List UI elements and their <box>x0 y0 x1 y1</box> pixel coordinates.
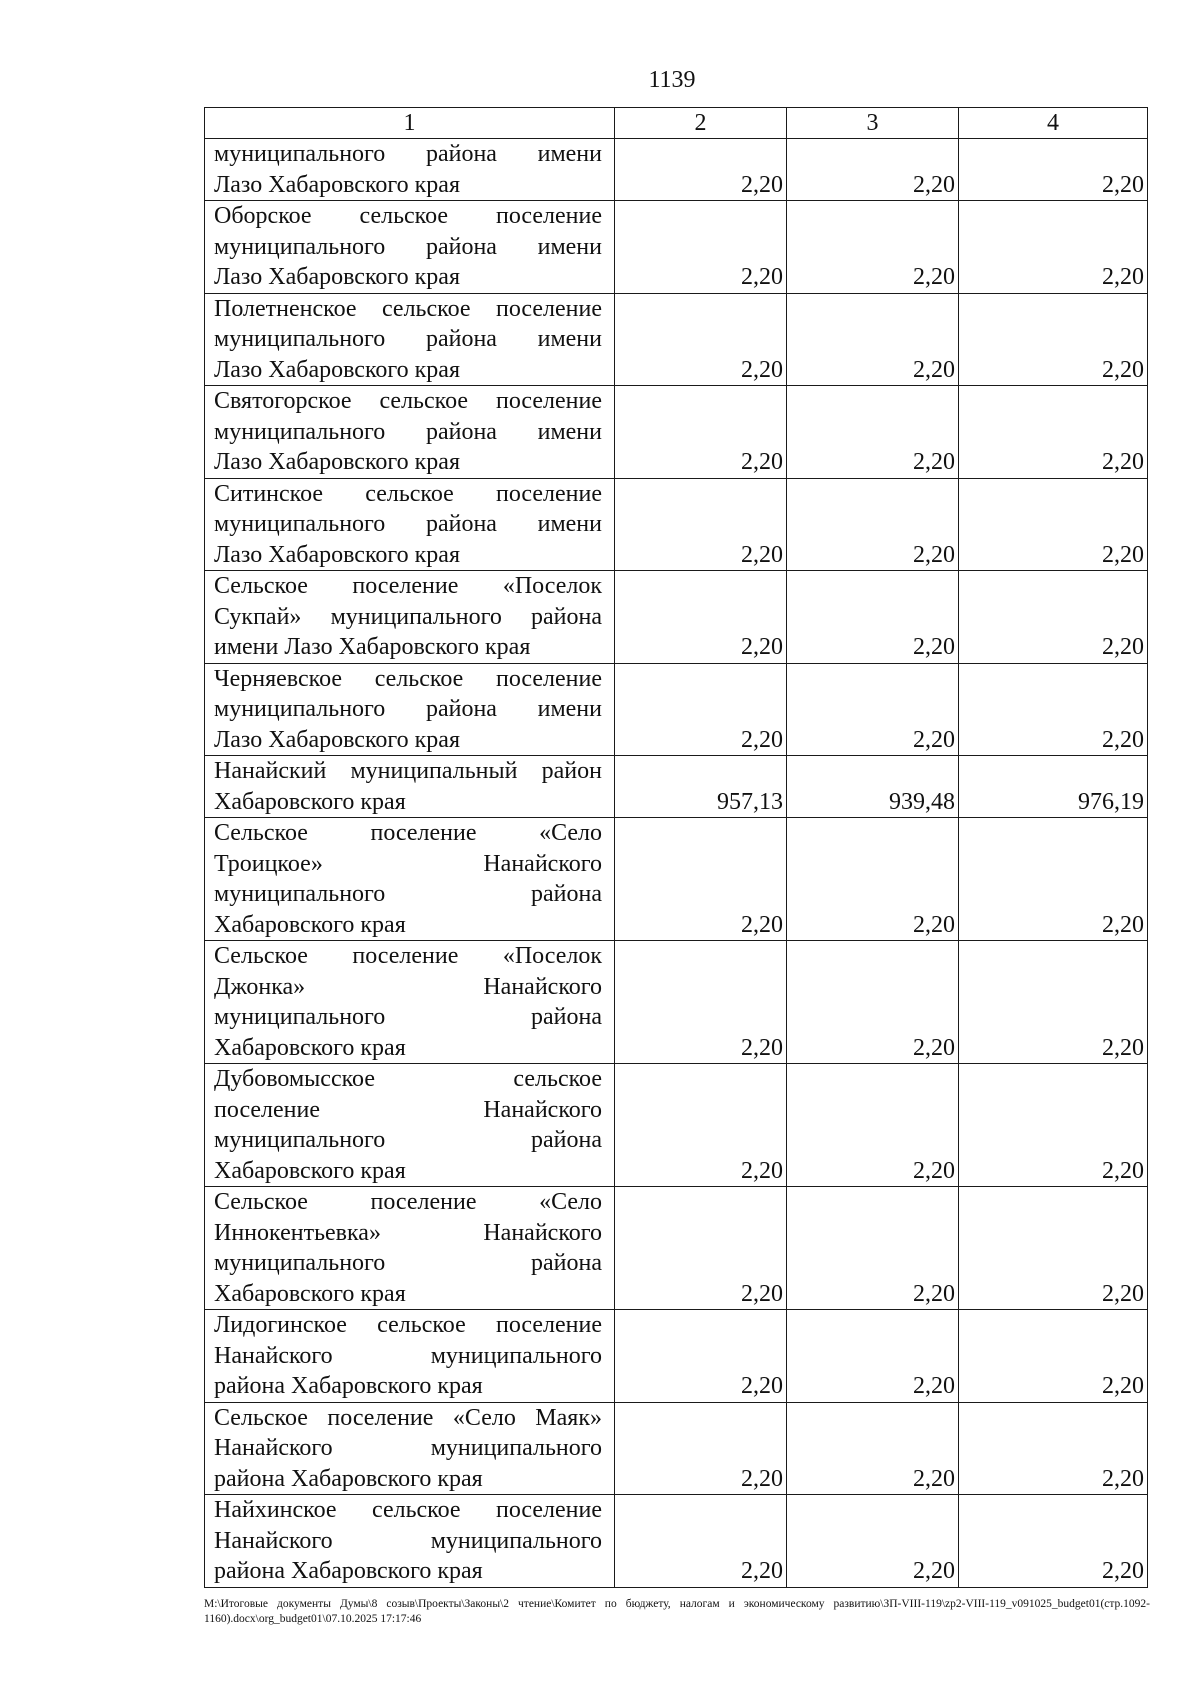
municipality-name-line: Найхинское сельское поселение <box>214 1497 602 1523</box>
value-cell-col-4: 2,20 <box>959 1310 1148 1403</box>
value-cell-col-3: 2,20 <box>787 386 959 479</box>
table-row <box>205 293 1148 386</box>
municipality-name-line: Лазо Хабаровского края <box>214 726 460 753</box>
value-cell-col-3: 2,20 <box>787 478 959 571</box>
municipality-name-cell <box>205 663 615 756</box>
value-cell-col-4: 2,20 <box>959 293 1148 386</box>
column-header-1: 1 <box>205 108 615 139</box>
value-cell-col-2: 2,20 <box>615 201 787 294</box>
value-cell-col-4: 976,19 <box>959 756 1148 818</box>
column-header-2: 2 <box>615 108 787 139</box>
value-cell-col-2: 2,20 <box>615 1402 787 1495</box>
municipality-name-line: Хабаровского края <box>214 788 406 815</box>
value-cell-col-3: 2,20 <box>787 1402 959 1495</box>
value-cell-col-4: 2,20 <box>959 386 1148 479</box>
municipality-name-line: Черняевское сельское поселение <box>214 665 602 692</box>
municipality-name-line: Иннокентьевка» Нанайского <box>214 1219 602 1246</box>
value-cell-col-2: 2,20 <box>615 1310 787 1403</box>
value-cell-col-4: 2,20 <box>959 1402 1148 1495</box>
value-cell-col-3: 2,20 <box>787 571 959 664</box>
value-cell-col-4: 2,20 <box>959 1495 1148 1588</box>
value-cell-col-4: 2,20 <box>959 663 1148 756</box>
value-cell-col-2: 2,20 <box>615 941 787 1064</box>
municipality-name-line: Лазо Хабаровского края <box>214 356 460 383</box>
municipality-name-line: Нанайского муниципального <box>214 1527 602 1554</box>
table-row <box>205 478 1148 571</box>
footer-file-path: М:\Итоговые документы Думы\8 созыв\Проекты\Законы\2 чтение\Комитет по бюджету, налогам и экономическому развитию\ЗП-VIII-119\zp2-VIII-119_v091025_budget01(стр.1092-1160).docx\org_budget01\07.10.2025 17:17:46 <box>204 1598 1150 1625</box>
value-cell-col-3: 2,20 <box>787 1064 959 1187</box>
municipality-name-line: муниципального района имени <box>214 141 602 167</box>
table-row <box>205 1402 1148 1495</box>
page-number: 1139 <box>648 67 696 93</box>
municipality-name-line: Лазо Хабаровского края <box>214 541 460 568</box>
municipality-name-line: Нанайского муниципального <box>214 1435 602 1461</box>
municipality-name-line: Троицкое» Нанайского <box>214 850 602 877</box>
value-cell-col-4: 2,20 <box>959 571 1148 664</box>
municipality-name-line: Хабаровского края <box>214 1157 406 1184</box>
municipality-name-line: муниципального района <box>214 1004 602 1030</box>
table-row <box>205 756 1148 818</box>
municipality-name-line: Сельское поселение «Село Маяк» <box>214 1404 602 1431</box>
municipality-name-line: Нанайского муниципального <box>214 1342 602 1369</box>
municipality-name-cell <box>205 293 615 386</box>
value-cell-col-3: 2,20 <box>787 1187 959 1310</box>
municipality-name-line: Лазо Хабаровского края <box>214 449 460 475</box>
table-row <box>205 1064 1148 1187</box>
municipality-name-line: Полетненское сельское поселение <box>214 295 602 322</box>
column-header-4: 4 <box>959 108 1148 139</box>
municipality-name-line: Сельское поселение «Поселок <box>214 943 602 969</box>
value-cell-col-3: 2,20 <box>787 941 959 1064</box>
value-cell-col-2: 2,20 <box>615 139 787 201</box>
municipality-name-line: Джонка» Нанайского <box>214 973 602 1000</box>
municipality-name-line: Святогорское сельское поселение <box>214 388 602 414</box>
municipality-name-cell <box>205 1310 615 1403</box>
municipality-name-line: Сукпай» муниципального района <box>214 603 602 630</box>
municipality-name-line: Лидогинское сельское поселение <box>214 1312 602 1338</box>
table-row <box>205 571 1148 664</box>
municipality-name-cell <box>205 139 615 201</box>
table-row <box>205 1310 1148 1403</box>
value-cell-col-3: 939,48 <box>787 756 959 818</box>
value-cell-col-4: 2,20 <box>959 818 1148 941</box>
table-header-row <box>205 108 1148 139</box>
table-row <box>205 1187 1148 1310</box>
table-row <box>205 663 1148 756</box>
table-row <box>205 201 1148 294</box>
municipality-name-cell <box>205 1495 615 1588</box>
value-cell-col-2: 957,13 <box>615 756 787 818</box>
value-cell-col-2: 2,20 <box>615 386 787 479</box>
municipality-name-cell <box>205 1187 615 1310</box>
table-row <box>205 818 1148 941</box>
value-cell-col-3: 2,20 <box>787 818 959 941</box>
municipality-name-cell <box>205 1402 615 1495</box>
budget-table <box>204 107 1148 1588</box>
municipality-name-cell <box>205 818 615 941</box>
municipality-name-line: района Хабаровского края <box>214 1558 483 1584</box>
value-cell-col-3: 2,20 <box>787 293 959 386</box>
table-row <box>205 1495 1148 1588</box>
value-cell-col-4: 2,20 <box>959 139 1148 201</box>
municipality-name-line: Сельское поселение «Село <box>214 820 602 846</box>
municipality-name-line: Сельское поселение «Село <box>214 1189 602 1215</box>
value-cell-col-4: 2,20 <box>959 1187 1148 1310</box>
value-cell-col-3: 2,20 <box>787 1310 959 1403</box>
municipality-name-line: района Хабаровского края <box>214 1373 483 1399</box>
municipality-name-line: Хабаровского края <box>214 911 406 938</box>
municipality-name-cell <box>205 1064 615 1187</box>
value-cell-col-4: 2,20 <box>959 1064 1148 1187</box>
value-cell-col-3: 2,20 <box>787 1495 959 1588</box>
municipality-name-cell <box>205 201 615 294</box>
municipality-name-line: Сельское поселение «Поселок <box>214 573 602 599</box>
municipality-name-line: муниципального района имени <box>214 233 602 260</box>
value-cell-col-2: 2,20 <box>615 478 787 571</box>
table-row <box>205 386 1148 479</box>
value-cell-col-2: 2,20 <box>615 1495 787 1588</box>
value-cell-col-4: 2,20 <box>959 201 1148 294</box>
municipality-name-cell <box>205 756 615 818</box>
municipality-name-line: муниципального района имени <box>214 326 602 352</box>
value-cell-col-2: 2,20 <box>615 1187 787 1310</box>
municipality-name-line: муниципального района имени <box>214 511 602 537</box>
municipality-name-line: муниципального района имени <box>214 696 602 722</box>
municipality-name-cell <box>205 386 615 479</box>
value-cell-col-2: 2,20 <box>615 293 787 386</box>
municipality-name-line: Оборское сельское поселение <box>214 203 602 229</box>
municipality-name-line: муниципального района <box>214 881 602 907</box>
value-cell-col-3: 2,20 <box>787 663 959 756</box>
municipality-name-line: Нанайский муниципальный район <box>214 758 602 784</box>
municipality-name-line: района Хабаровского края <box>214 1465 483 1492</box>
municipality-name-line: Ситинское сельское поселение <box>214 480 602 507</box>
municipality-name-line: Лазо Хабаровского края <box>214 171 460 198</box>
municipality-name-cell <box>205 941 615 1064</box>
municipality-name-line: муниципального района имени <box>214 418 602 445</box>
municipality-name-cell <box>205 571 615 664</box>
municipality-name-line: муниципального района <box>214 1127 602 1153</box>
value-cell-col-3: 2,20 <box>787 139 959 201</box>
value-cell-col-2: 2,20 <box>615 571 787 664</box>
value-cell-col-4: 2,20 <box>959 478 1148 571</box>
municipality-name-line: Хабаровского края <box>214 1280 406 1307</box>
value-cell-col-2: 2,20 <box>615 663 787 756</box>
municipality-name-line: Хабаровского края <box>214 1034 406 1061</box>
municipality-name-line: муниципального района <box>214 1250 602 1276</box>
column-header-3: 3 <box>787 108 959 139</box>
table-row <box>205 941 1148 1064</box>
table-row <box>205 139 1148 201</box>
municipality-name-cell <box>205 478 615 571</box>
municipality-name-line: поселение Нанайского <box>214 1096 602 1123</box>
value-cell-col-2: 2,20 <box>615 818 787 941</box>
municipality-name-line: имени Лазо Хабаровского края <box>214 634 531 660</box>
value-cell-col-4: 2,20 <box>959 941 1148 1064</box>
municipality-name-line: Дубовомысское сельское <box>214 1066 602 1092</box>
value-cell-col-3: 2,20 <box>787 201 959 294</box>
value-cell-col-2: 2,20 <box>615 1064 787 1187</box>
municipality-name-line: Лазо Хабаровского края <box>214 264 460 290</box>
